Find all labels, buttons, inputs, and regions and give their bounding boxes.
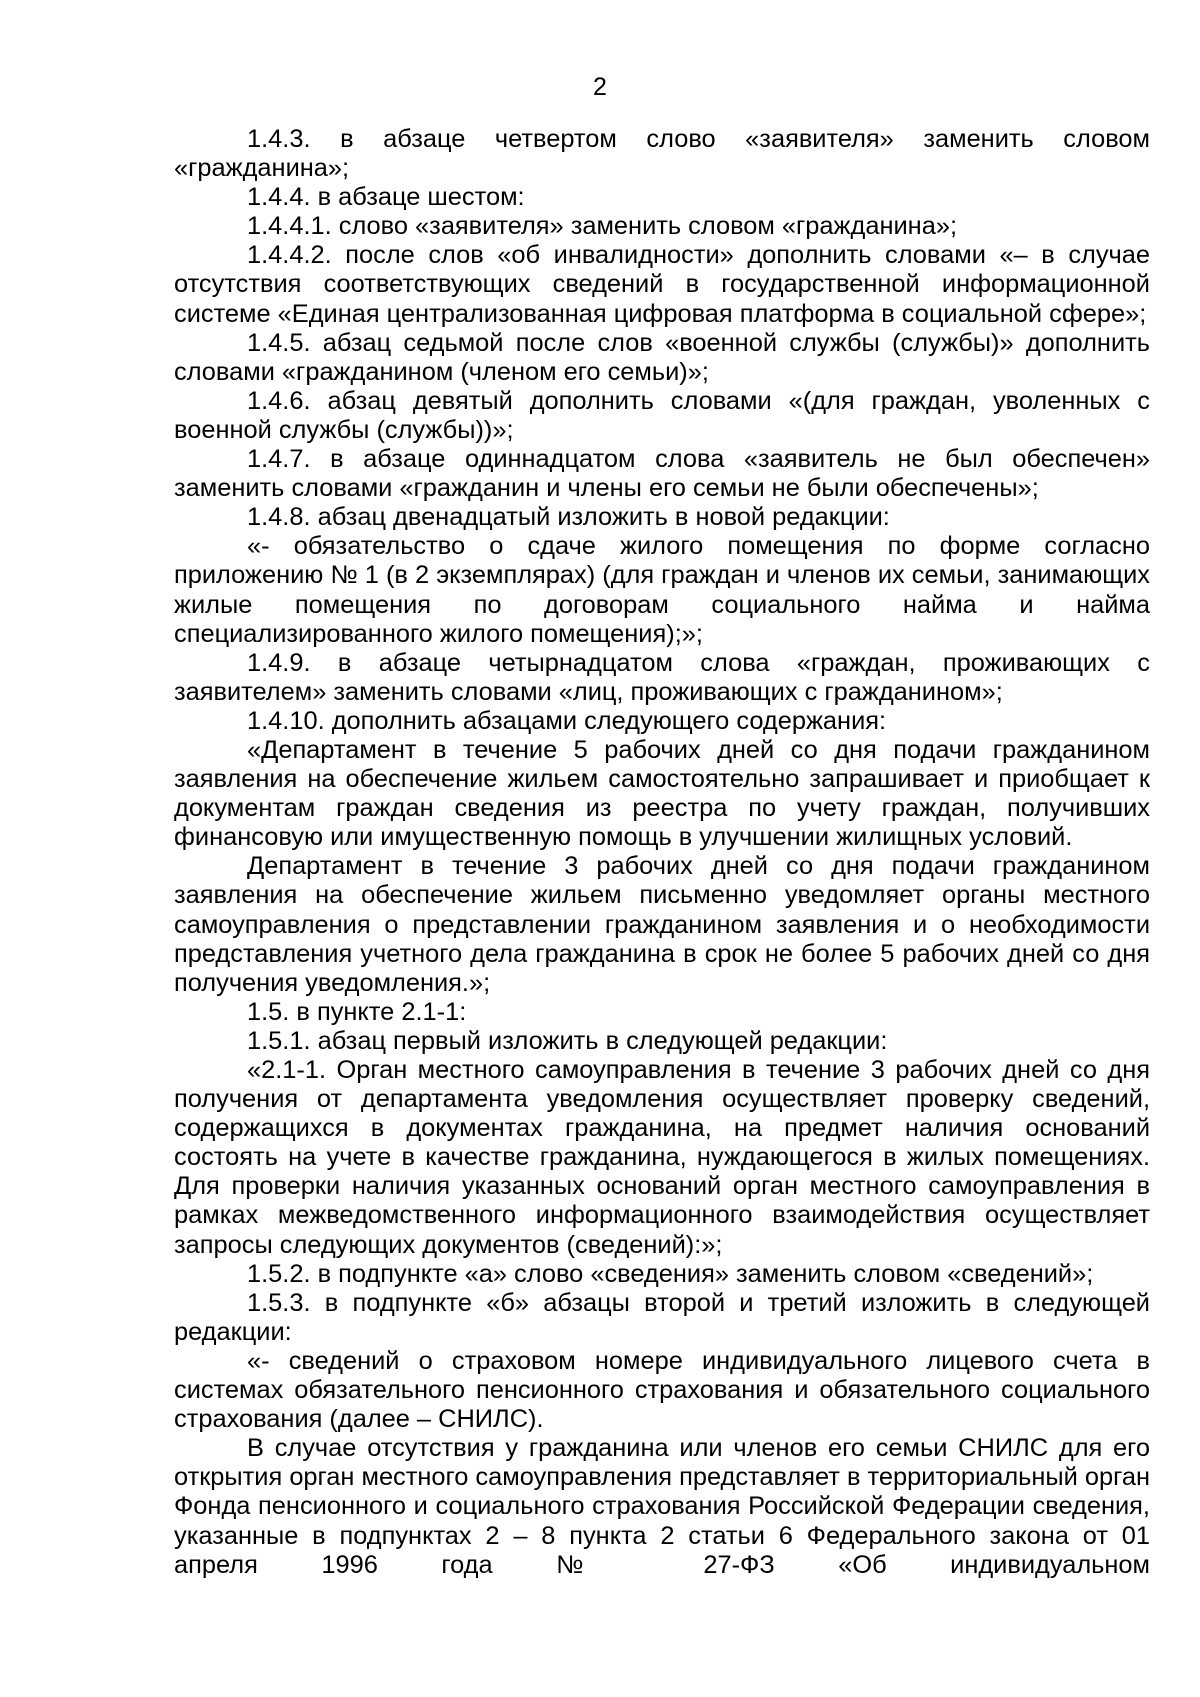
paragraph-1-4-6: 1.4.6. абзац девятый дополнить словами «(для граждан, уволенных с военной службы (службы))»;	[174, 386, 1150, 444]
paragraph-1-4-9: 1.4.9. в абзаце четырнадцатом слова «граждан, проживающих с заявителем» заменить словами «лиц, проживающих с гражданином»;	[174, 648, 1150, 706]
paragraph-1-5: 1.5. в пункте 2.1-1:	[247, 997, 467, 1026]
paragraph-1-5-1: 1.5.1. абзац первый изложить в следующей редакции:	[247, 1026, 888, 1055]
paragraph-department-5-days: «Департамент в течение 5 рабочих дней со дня подачи гражданином заявления на обеспечение жильем самостоятельно запрашивает и приобщает к документам граждан сведения из реестра по учету граждан, получивших финансовую или имущественную помощь в улучшении жилищных условий.	[174, 735, 1150, 852]
paragraph-snils-quote: «- сведений о страховом номере индивидуального лицевого счета в системах обязательного пенсионного страхования и обязательного социального страхования (далее – СНИЛС).	[174, 1346, 1150, 1434]
paragraph-1-4-5: 1.4.5. абзац седьмой после слов «военной службы (службы)» дополнить словами «гражданином (членом его семьи)»;	[174, 328, 1150, 386]
paragraph-1-4-4: 1.4.4. в абзаце шестом:	[247, 183, 525, 212]
paragraph-1-5-2: 1.5.2. в подпункте «а» слово «сведения» заменить словом «сведений»;	[247, 1259, 1094, 1288]
document-body	[174, 125, 1150, 1580]
paragraph-1-4-3: 1.4.3. в абзаце четвертом слово «заявителя» заменить словом «гражданина»;	[174, 125, 1150, 183]
paragraph-1-4-8: 1.4.8. абзац двенадцатый изложить в новой редакции:	[247, 503, 890, 532]
paragraph-department-3-days: Департамент в течение 3 рабочих дней со дня подачи гражданином заявления на обеспечение жильем письменно уведомляет органы местного самоуправления о представлении гражданином заявления и о необходимости представления учетного дела гражданина в срок не более 5 рабочих дней со дня получения уведомления.»;	[174, 852, 1150, 997]
page-number: 2	[593, 73, 607, 101]
paragraph-1-4-10: 1.4.10. дополнить абзацами следующего содержания:	[247, 706, 887, 735]
paragraph-1-4-4-1: 1.4.4.1. слово «заявителя» заменить словом «гражданина»;	[247, 212, 957, 241]
paragraph-1-4-8-quote: «- обязательство о сдаче жилого помещения по форме согласно приложению № 1 (в 2 экземплярах) (для граждан и членов их семьи, занимающих жилые помещения по договорам социального найма и найма специализированного жилого помещения);»;	[174, 532, 1150, 648]
paragraph-snils-absence: В случае отсутствия у гражданина или членов его семьи СНИЛС для его открытия орган местного самоуправления представляет в территориальный орган Фонда пенсионного и социального страхования Российской Федерации сведения, указанные в подпунктах 2 – 8 пункта 2 статьи 6 Федерального закона от 01 апреля 1996 года № 27-ФЗ «Об индивидуальном	[174, 1434, 1150, 1579]
paragraph-1-4-4-2: 1.4.4.2. после слов «об инвалидности» дополнить словами «– в случае отсутствия соответствующих сведений в государственной информационной системе «Единая централизованная цифровая платформа в социальной сфере»;	[174, 241, 1150, 328]
paragraph-2-1-1-quote: «2.1-1. Орган местного самоуправления в течение 3 рабочих дней со дня получения от департамента уведомления осуществляет проверку сведений, содержащихся в документах гражданина, на предмет наличия оснований состоять на учете в качестве гражданина, нуждающегося в жилых помещениях. Для проверки наличия указанных оснований орган местного самоуправления в рамках межведомственного информационного взаимодействия осуществляет запросы следующих документов (сведений):»;	[174, 1056, 1150, 1259]
paragraph-1-4-7: 1.4.7. в абзаце одиннадцатом слова «заявитель не был обеспечен» заменить словами «гражданин и члены его семьи не были обеспечены»;	[174, 445, 1150, 503]
paragraph-1-5-3: 1.5.3. в подпункте «б» абзацы второй и третий изложить в следующей редакции:	[174, 1288, 1150, 1346]
